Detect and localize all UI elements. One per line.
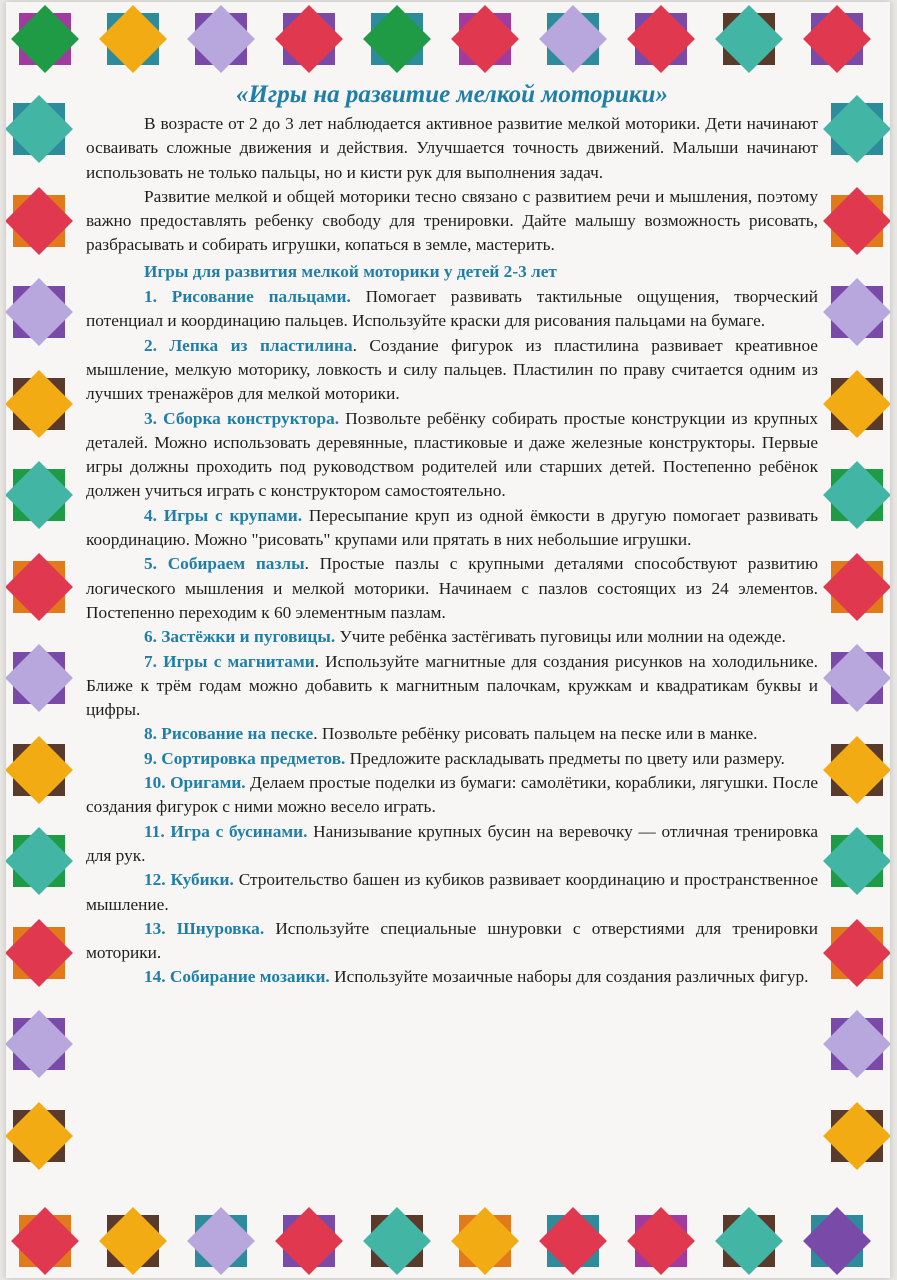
item-heading: 13. Шнуровка. — [144, 918, 265, 938]
item-text: . Используйте магнитные для создания рисунков на холодильнике. Ближе к трём годам можно добавить к магнитным палочкам, кружкам и квадратикам буквы и цифры. — [86, 651, 819, 720]
border-tile — [186, 4, 256, 74]
border-tile — [450, 1206, 520, 1276]
item-heading: 7. Игры с магнитами — [144, 651, 315, 671]
border-tile — [6, 1009, 74, 1079]
border-tile — [802, 1206, 872, 1276]
border-tile — [6, 277, 74, 347]
item-heading: 3. Сборка конструктора. — [144, 408, 340, 428]
border-tile — [10, 1206, 80, 1276]
item-text: Предложите раскладывать предметы по цвету или размеру. — [345, 748, 785, 768]
border-tile — [6, 1101, 74, 1171]
border-tile — [714, 4, 784, 74]
list-item — [86, 625, 818, 649]
border-tile — [98, 4, 168, 74]
list-item — [86, 965, 818, 989]
item-heading: 2. Лепка из пластилина — [144, 335, 353, 355]
item-heading: 4. Игры с крупами. — [144, 505, 303, 525]
poster-sheet — [6, 2, 890, 1278]
border-tile — [6, 369, 74, 439]
border-tile — [10, 4, 80, 74]
item-text: . Простые пазлы с крупными деталями способствуют развитию логического мышления и мелкой моторики. Начинаем с пазлов состоящих из 24 элементов. Постепенно переходим к 60 элементным пазлам. — [86, 554, 819, 622]
item-text: Пересыпание круп из одной ёмкости в другую помогает развивать координацию. Можно "рисовать" крупами или прятать в них небольшие игрушки. — [86, 505, 818, 550]
games-list — [86, 285, 818, 990]
item-text: . Создание фигурок из пластилина развивает креативное мышление, мелкую моторику, ловкость и силу пальцев. Пластилин по праву считается одним из лучших тренажёров для мелкой моторики. — [86, 335, 818, 404]
border-tile — [822, 1101, 890, 1171]
border-tile — [822, 918, 890, 988]
border-tile — [6, 94, 74, 164]
item-heading: 11. Игра с бусинами. — [144, 821, 308, 841]
intro-paragraph: В возрасте от 2 до 3 лет наблюдается активное развитие мелкой моторики. Дети начинают осваивать сложные движения и действия. Улучшается точность движений. Малыши начинают использовать не только пальцы, но и кисти рук для выполнения задач. — [86, 114, 818, 182]
border-tile — [822, 186, 890, 256]
border-tile — [802, 4, 872, 74]
item-text: Учите ребёнка застёгивать пуговицы или молнии на одежде. — [335, 627, 786, 647]
item-heading: 14. Собирание мозаики. — [144, 967, 330, 987]
item-text: Помогает развивать тактильные ощущения, творческий потенциал и координацию пальцев. Используйте краски для рисования пальцами на бумаге. — [86, 287, 818, 331]
border-tile — [6, 460, 74, 530]
border-tile — [822, 826, 890, 896]
list-item — [86, 504, 818, 553]
border-tile — [98, 1206, 168, 1276]
list-item — [86, 285, 818, 334]
border-tile — [450, 4, 520, 74]
border-tile — [822, 643, 890, 713]
item-text: Строительство башен из кубиков развивает координацию и пространственное мышление. — [86, 870, 818, 914]
list-item — [86, 650, 818, 723]
poster-title: «Игры на развитие мелкой моторики» — [236, 81, 668, 108]
item-text: Используйте мозаичные наборы для создания различных фигур. — [329, 967, 809, 987]
border-tile — [6, 918, 74, 988]
item-heading: 12. Кубики. — [144, 870, 234, 890]
border-tile — [822, 460, 890, 530]
item-heading: 8. Рисование на песке — [144, 724, 314, 744]
border-tile — [822, 1009, 890, 1079]
item-text: Позвольте ребёнку собирать простые конструкции из крупных деталей. Можно использовать деревянные, пластиковые и даже железные конструкторы. Первые игры должны проходить под руководством родителей или старших детей. Постепенно ребёнок должен учиться играть с конструктором самостоятельно. — [86, 408, 818, 501]
border-tile — [274, 1206, 344, 1276]
border-tile — [822, 735, 890, 805]
item-heading: 1. Рисование пальцами. — [144, 287, 351, 307]
list-item — [86, 820, 818, 869]
border-tile — [626, 4, 696, 74]
item-heading: 10. Оригами. — [144, 773, 246, 793]
item-text: . Позвольте ребёнку рисовать пальцем на песке или в манке. — [313, 724, 758, 744]
list-item — [86, 747, 818, 771]
border-tile — [538, 1206, 608, 1276]
border-tile — [6, 735, 74, 805]
border-tile — [822, 552, 890, 622]
item-heading: 6. Застёжки и пуговицы. — [144, 627, 336, 647]
item-heading: 9. Сортировка предметов. — [144, 748, 346, 768]
list-item — [86, 868, 818, 917]
border-tile — [822, 277, 890, 347]
border-tile — [186, 1206, 256, 1276]
list-item — [86, 917, 818, 966]
border-tile — [6, 826, 74, 896]
border-tile — [822, 369, 890, 439]
item-heading: 5. Собираем пазлы — [144, 554, 305, 574]
border-tile — [822, 94, 890, 164]
item-text: Нанизывание крупных бусин на веревочку — отличная тренировка для рук. — [86, 821, 818, 865]
border-tile — [714, 1206, 784, 1276]
item-text: Используйте специальные шнуровки с отверстиями для тренировки моторики. — [86, 918, 819, 963]
border-tile — [362, 4, 432, 74]
section-title: Игры для развития мелкой моторики у детей 2-3 лет — [144, 261, 557, 281]
border-tile — [6, 186, 74, 256]
item-text: Делаем простые поделки из бумаги: самолётики, кораблики, лягушки. После создания фигурок с ними можно весело играть. — [86, 773, 819, 817]
poster-content — [86, 80, 818, 990]
border-tile — [6, 552, 74, 622]
border-tile — [274, 4, 344, 74]
border-tile — [6, 643, 74, 713]
intro-paragraph: Развитие мелкой и общей моторики тесно связано с развитием речи и мышления, поэтому важно предоставлять ребенку свободу для тренировки. Дайте малышу возможность рисовать, разбрасывать и собирать игрушки, копаться в земле, мастерить. — [86, 186, 818, 255]
list-item — [86, 722, 818, 746]
list-item — [86, 552, 818, 625]
list-item — [86, 771, 818, 820]
border-tile — [362, 1206, 432, 1276]
border-tile — [538, 4, 608, 74]
list-item — [86, 334, 818, 407]
border-tile — [626, 1206, 696, 1276]
list-item — [86, 407, 818, 504]
